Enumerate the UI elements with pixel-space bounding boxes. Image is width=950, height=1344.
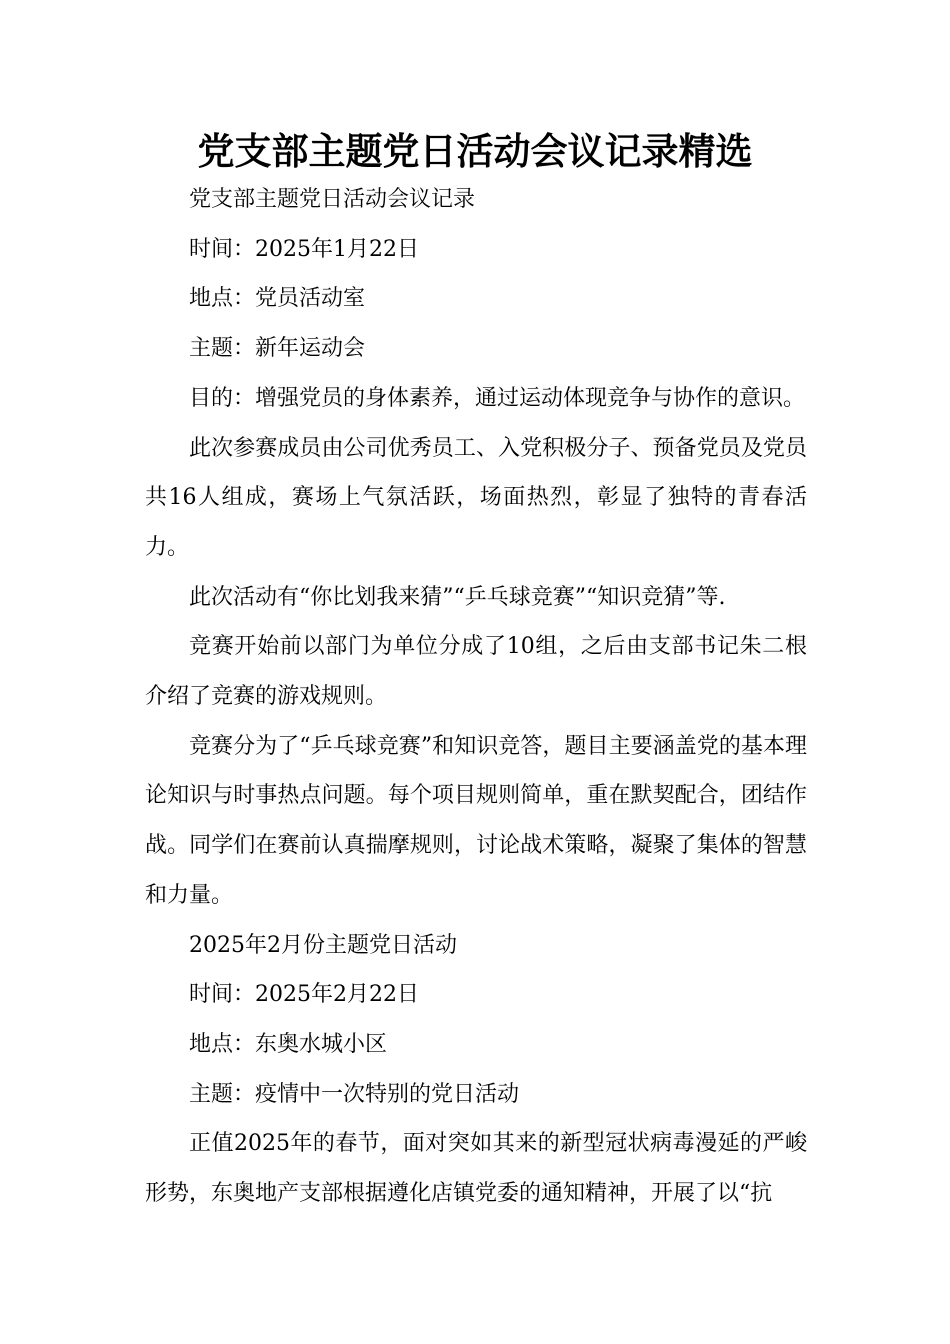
- paragraph-time-2: 时间：2025年2月22日: [189, 982, 419, 1008]
- paragraph-competition: 竞赛分为了“乒乓球竞赛”和知识竞答，题目主要涵盖党的基本理论知识与时事热点问题。每个项目规则简单，重在默契配合，团结作战。同学们在赛前认真揣摩规则，讨论战术策略，凝聚了集体的智慧和力量。: [145, 733, 807, 908]
- document-body: [145, 175, 807, 1219]
- paragraph-theme-2: 主题：疫情中一次特别的党日活动: [189, 1081, 520, 1107]
- paragraph-subtitle: 党支部主题党日活动会议记录: [189, 187, 476, 212]
- paragraph-february-heading: 2025年2月份主题党日活动: [189, 932, 457, 958]
- document-title: 党支部主题党日活动会议记录精选: [197, 130, 753, 173]
- paragraph-time-1: 时间：2025年1月22日: [189, 236, 419, 262]
- paragraph-spring-festival: 正值2025年的春节，面对突如其来的新型冠状病毒漫延的严峻形势，东奥地产支部根据遵化店镇党委的通知精神，开展了以“抗: [145, 1131, 807, 1207]
- paragraph-activities: 此次活动有“你比划我来猜”“乒乓球竞赛”“知识竞猜”等.: [189, 584, 726, 610]
- paragraph-purpose-1: 目的：增强党员的身体素养，通过运动体现竞争与协作的意识。: [189, 385, 806, 411]
- paragraph-grouping: 竞赛开始前以部门为单位分成了10组，之后由支部书记朱二根介绍了竞赛的游戏规则。: [145, 634, 807, 710]
- paragraph-theme-1: 主题：新年运动会: [189, 336, 366, 362]
- paragraph-participants: 此次参赛成员由公司优秀员工、入党积极分子、预备党员及党员共16人组成，赛场上气氛活跃，场面热烈，彰显了独特的青春活力。: [145, 435, 807, 560]
- paragraph-location-2: 地点：东奥水城小区: [189, 1031, 388, 1057]
- paragraph-location-1: 地点：党员活动室: [189, 286, 366, 312]
